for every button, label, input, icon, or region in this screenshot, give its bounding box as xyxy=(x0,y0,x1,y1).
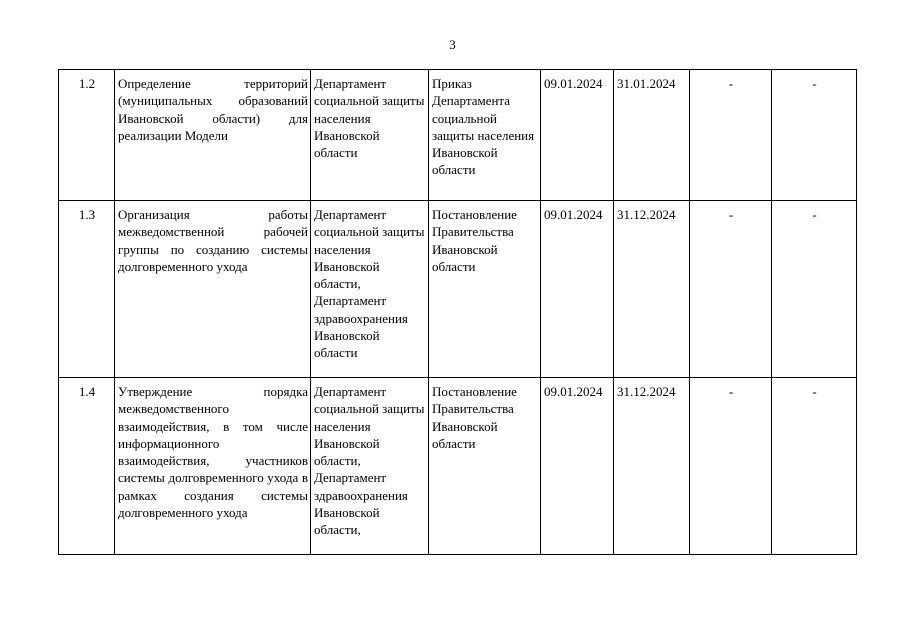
page-number: 3 xyxy=(449,37,456,52)
item-col7: - xyxy=(690,201,772,378)
item-col7: - xyxy=(690,70,772,201)
table-row xyxy=(59,70,857,201)
item-col7: - xyxy=(690,378,772,555)
table-row xyxy=(59,378,857,555)
item-number: 1.4 xyxy=(59,378,115,555)
item-document: Постановление Правительства Ивановской области xyxy=(429,201,541,378)
table-row xyxy=(59,201,857,378)
item-responsible: Департамент социальной защиты населения Ивановской области, Департамент здравоохранения Ивановской области, xyxy=(311,378,429,555)
item-end-date: 31.01.2024 xyxy=(614,70,690,201)
item-responsible: Департамент социальной защиты населения Ивановской области xyxy=(311,70,429,201)
item-responsible: Департамент социальной защиты населения Ивановской области, Департамент здравоохранения Ивановской области xyxy=(311,201,429,378)
item-document: Приказ Департамента социальной защиты населения Ивановской области xyxy=(429,70,541,201)
item-number: 1.3 xyxy=(59,201,115,378)
item-start-date: 09.01.2024 xyxy=(541,70,614,201)
item-number: 1.2 xyxy=(59,70,115,201)
item-col8: - xyxy=(772,70,857,201)
item-end-date: 31.12.2024 xyxy=(614,378,690,555)
item-start-date: 09.01.2024 xyxy=(541,201,614,378)
item-col8: - xyxy=(772,378,857,555)
item-description: Утверждение порядка межведомственного взаимодействия, в том числе информационного взаимодействия, участников системы долговременного ухода в рамках создания системы долговременного ухода xyxy=(115,378,311,555)
item-start-date: 09.01.2024 xyxy=(541,378,614,555)
item-col8: - xyxy=(772,201,857,378)
item-description: Определение территорий (муниципальных образований Ивановской области) для реализации Модели xyxy=(115,70,311,201)
action-plan-table xyxy=(58,69,857,555)
item-document: Постановление Правительства Ивановской области xyxy=(429,378,541,555)
item-description: Организация работы межведомственной рабочей группы по созданию системы долговременного ухода xyxy=(115,201,311,378)
item-end-date: 31.12.2024 xyxy=(614,201,690,378)
